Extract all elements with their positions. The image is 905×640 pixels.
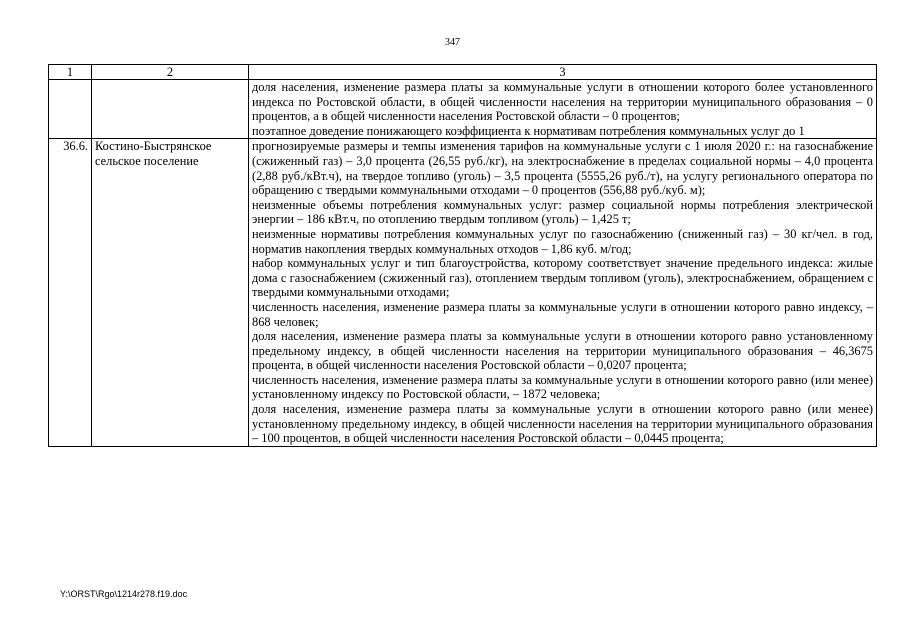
paragraph: неизменные нормативы потребления коммунальных услуг по газоснабжению (сниженный газ) – 30 кг/чел. в год, норматив накопления твердых коммунальных отходов – 1,86 куб. м/год; xyxy=(252,226,873,256)
row-description xyxy=(249,139,877,446)
paragraph: неизменные объемы потребления коммунальных услуг: размер социальной нормы потребления электрической энергии – 186 кВт.ч, по отоплению твердым топливом (уголь) – 1,425 т; xyxy=(252,197,873,227)
paragraph: численность населения, изменение размера платы за коммунальные услуги в отношении которого равно (или менее) установленному индексу по Ростовской области, – 1872 человека; xyxy=(252,372,873,402)
row-number xyxy=(49,80,92,139)
paragraph: поэтапное доведение понижающего коэффициента к нормативам потребления коммунальных услуг до 1 xyxy=(252,123,805,138)
row-description xyxy=(249,80,877,139)
table-header-row xyxy=(49,65,877,80)
row-number: 36.6. xyxy=(49,139,92,446)
municipality-name: Костино-Быстрянское сельское поселение xyxy=(92,139,249,446)
paragraph: прогнозируемые размеры и темпы изменения тарифов на коммунальные услуги с 1 июля 2020 г.: на газоснабжение (сжиженный газ) – 3,0 процента (26,55 руб./кг), на электроснабжение в пределах социальной нормы – 4,0 процента (2,88 руб./кВт.ч), на твердое топливо (уголь) – 3,5 процента (5555,26 руб./т), на услугу регионального оператора по обращению с твердыми коммунальными отходами – 0 процентов (556,88 руб./куб. м); xyxy=(252,139,873,198)
table-row xyxy=(49,80,877,139)
paragraph: доля населения, изменение размера платы за коммунальные услуги в отношении которого равно установленному предельному индексу, в общей численности населения на территории муниципального образования – 46,3675 процента, в общей численности населения Ростовской области – 0,0207 процента; xyxy=(252,329,873,373)
paragraph: численность населения, изменение размера платы за коммунальные услуги в отношении которого равно индексу, – 868 человек; xyxy=(252,299,873,329)
paragraph: доля населения, изменение размера платы за коммунальные услуги в отношении которого равно (или менее) установленному предельному индексу, в общей численности населения на территории муниципального образования – 100 процентов, в общей численности населения Ростовской области – 0,0445 процента; xyxy=(252,402,873,446)
municipality-name xyxy=(92,80,249,139)
column-header-1: 1 xyxy=(49,65,92,80)
column-header-2: 2 xyxy=(92,65,249,80)
column-header-3: 3 xyxy=(249,65,877,80)
file-path-footer: Y:\ORST\Rgo\1214r278.f19.doc xyxy=(60,589,188,599)
table-row xyxy=(49,139,877,446)
paragraph: набор коммунальных услуг и тип благоустройства, которому соответствует значение предельного индекса: жилые дома с газоснабжением (сжиженный газ), отоплением твердым топливом (уголь), электроснабжением, обращением с твердыми коммунальными отходами; xyxy=(252,256,873,300)
page-number: 347 xyxy=(445,37,460,48)
paragraph: доля населения, изменение размера платы за коммунальные услуги в отношении которого более установленного индекса по Ростовской области, в общей численности населения на территории муниципального образования – 0 процентов, а в общей численности населения Ростовской области – 0 процентов; xyxy=(252,80,873,124)
tariff-table xyxy=(48,64,877,447)
